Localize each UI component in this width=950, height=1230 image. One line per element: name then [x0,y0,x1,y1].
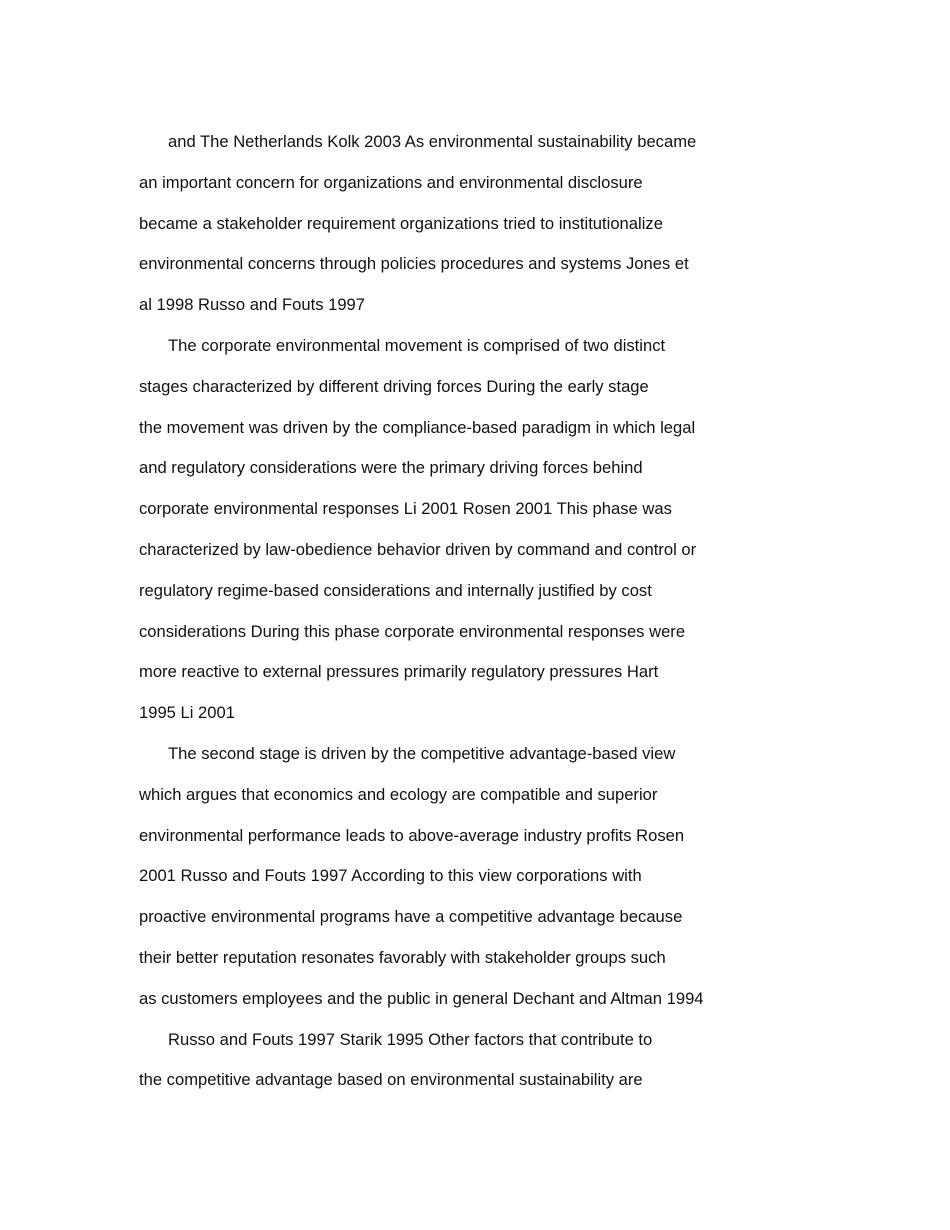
text-line: environmental performance leads to above-average industry profits Rosen [139,825,685,845]
text-line: and The Netherlands Kolk 2003 As environmental sustainability became [168,132,697,151]
text-line: 1995 Li 2001 [139,703,235,723]
text-line: characterized by law-obedience behavior driven by command and control or [139,539,697,559]
text-line: the movement was driven by the compliance-based paradigm in which legal [139,417,696,437]
text-line: their better reputation resonates favorably with stakeholder groups such [139,947,666,967]
text-line: an important concern for organizations and environmental disclosure [139,172,643,192]
text-line: corporate environmental responses Li 2001 Rosen 2001 This phase was [139,499,672,519]
text-line: and regulatory considerations were the primary driving forces behind [139,458,643,478]
text-line: The corporate environmental movement is comprised of two distinct [168,335,666,355]
text-line: more reactive to external pressures primarily regulatory pressures Hart [139,662,659,682]
text-line: The second stage is driven by the competitive advantage-based view [168,743,676,763]
text-line: considerations During this phase corporate environmental responses were [139,621,686,641]
text-line: the competitive advantage based on environmental sustainability are [139,1070,643,1090]
text-line: environmental concerns through policies procedures and systems Jones et [139,254,689,274]
text-line: stages characterized by different driving forces During the early stage [139,376,649,396]
text-line: al 1998 Russo and Fouts 1997 [139,295,366,315]
text-line: which argues that economics and ecology are compatible and superior [139,784,658,804]
text-line: Russo and Fouts 1997 Starik 1995 Other factors that contribute to [168,1029,653,1049]
text-line: proactive environmental programs have a competitive advantage because [139,907,683,927]
body-text [139,122,819,1101]
text-line: regulatory regime-based considerations and internally justified by cost [139,580,652,600]
text-line: as customers employees and the public in general Dechant and Altman 1994 [139,988,704,1008]
text-line: 2001 Russo and Fouts 1997 According to this view corporations with [139,866,642,886]
text-line: became a stakeholder requirement organizations tried to institutionalize [139,213,663,233]
